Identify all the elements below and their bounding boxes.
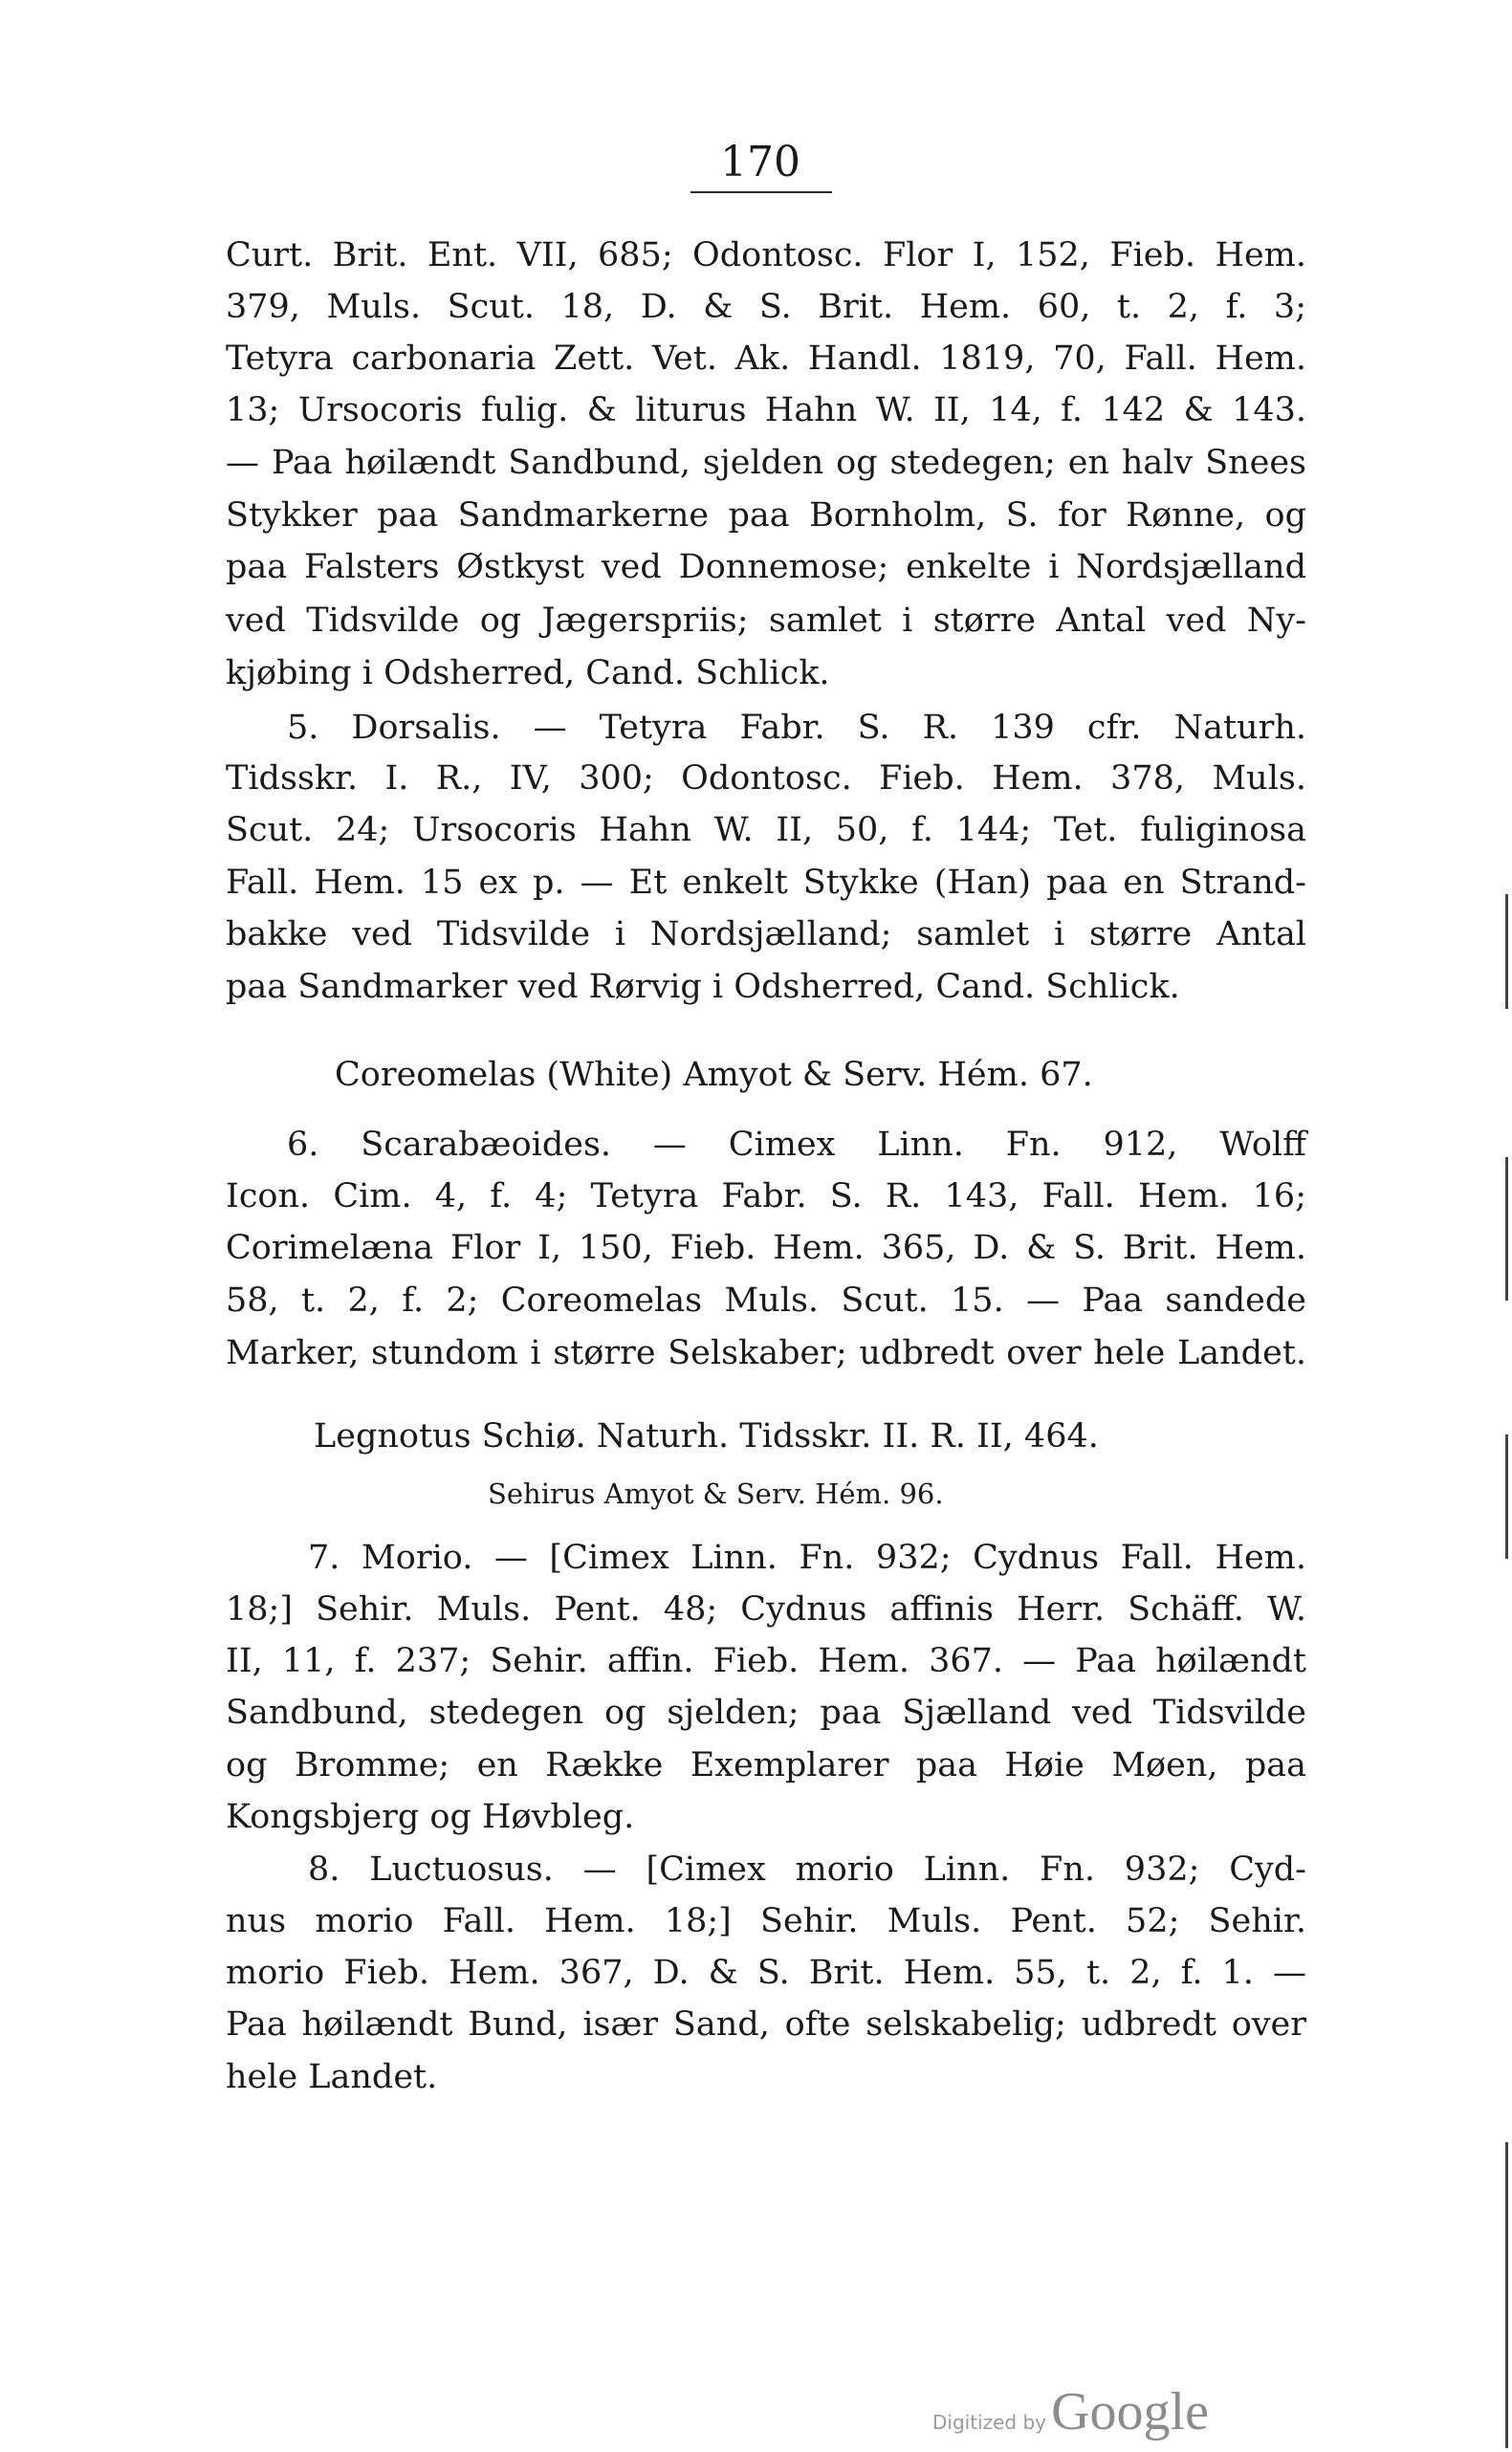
text-line: 13; Ursocoris fulig. & liturus Hahn W. II, 14, f. 142 & 143.: [226, 391, 1306, 429]
text-line: Kongsbjerg og Høvbleg.: [226, 1798, 635, 1836]
google-logo: Google: [1051, 2382, 1209, 2441]
margin-mark: [1505, 894, 1508, 1009]
page-number: 170: [720, 138, 800, 186]
text-line: Sandbund, stedegen og sjelden; paa Sjælland ved Tidsvilde: [226, 1694, 1306, 1732]
text-line: Tidsskr. I. R., IV, 300; Odontosc. Fieb. Hem. 378, Muls.: [226, 759, 1306, 798]
genus-heading: Coreomelas (White) Amyot & Serv. Hém. 67.: [335, 1056, 1093, 1094]
text-line: — Paa høilændt Sandbund, sjelden og stedegen; en halv Snees: [226, 444, 1306, 482]
text-line: Marker, stundom i større Selskaber; udbredt over hele Landet.: [226, 1334, 1306, 1372]
text-line: paa Falsters Østkyst ved Donnemose; enkelte i Nordsjælland: [226, 548, 1306, 586]
entry-8-line: 8. Luctuosus. — [Cimex morio Linn. Fn. 932; Cyd-: [308, 1850, 1306, 1889]
text-line: Stykker paa Sandmarkerne paa Bornholm, S. for Rønne, og: [226, 496, 1306, 535]
text-line: morio Fieb. Hem. 367, D. & S. Brit. Hem. 55, t. 2, f. 1. —: [226, 1954, 1306, 1992]
text-line: kjøbing i Odsherred, Cand. Schlick.: [226, 654, 830, 692]
text-line: Icon. Cim. 4, f. 4; Tetyra Fabr. S. R. 143, Fall. Hem. 16;: [226, 1177, 1306, 1215]
text-line: 58, t. 2, f. 2; Coreomelas Muls. Scut. 15. — Paa sandede: [226, 1281, 1306, 1320]
margin-mark: [1505, 2142, 1508, 2448]
text-line: paa Sandmarker ved Rørvig i Odsherred, Cand. Schlick.: [226, 968, 1180, 1006]
text-line: bakke ved Tidsvilde i Nordsjælland; samlet i større Antal: [226, 915, 1306, 953]
text-line: Scut. 24; Ursocoris Hahn W. II, 50, f. 144; Tet. fuliginosa: [226, 811, 1306, 849]
text-line: 379, Muls. Scut. 18, D. & S. Brit. Hem. 60, t. 2, f. 3;: [226, 288, 1306, 326]
text-line: Fall. Hem. 15 ex p. — Et enkelt Stykke (Han) paa en Strand-: [226, 864, 1306, 902]
text-line: og Bromme; en Række Exemplarer paa Høie Møen, paa: [226, 1746, 1306, 1784]
margin-mark: [1505, 1434, 1508, 1559]
page-number-rule: [690, 191, 832, 193]
subgenus-heading: Sehirus Amyot & Serv. Hém. 96.: [488, 1478, 944, 1510]
margin-mark: [1505, 1157, 1508, 1301]
text-line: II, 11, f. 237; Sehir. affin. Fieb. Hem. 367. — Paa høilændt: [226, 1642, 1306, 1680]
text-line: ved Tidsvilde og Jægerspriis; samlet i større Antal ved Ny-: [226, 602, 1306, 640]
text-line: Paa høilændt Bund, især Sand, ofte selskabelig; udbredt over: [226, 2005, 1306, 2044]
entry-6-line: 6. Scarabæoides. — Cimex Linn. Fn. 912, Wolff: [287, 1126, 1306, 1164]
text-line: hele Landet.: [226, 2058, 438, 2096]
digitized-by-google-watermark: [932, 2381, 1209, 2442]
text-line: Tetyra carbonaria Zett. Vet. Ak. Handl. 1819, 70, Fall. Hem.: [226, 339, 1306, 378]
digitized-label: Digitized by: [932, 2411, 1046, 2434]
text-line: 18;] Sehir. Muls. Pent. 48; Cydnus affinis Herr. Schäff. W.: [226, 1590, 1306, 1629]
text-line: Curt. Brit. Ent. VII, 685; Odontosc. Flor I, 152, Fieb. Hem.: [226, 236, 1306, 274]
text-line: nus morio Fall. Hem. 18;] Sehir. Muls. Pent. 52; Sehir.: [226, 1902, 1306, 1940]
entry-5-line: 5. Dorsalis. — Tetyra Fabr. S. R. 139 cfr. Naturh.: [287, 709, 1306, 747]
entry-7-line: 7. Morio. — [Cimex Linn. Fn. 932; Cydnus Fall. Hem.: [308, 1539, 1306, 1577]
genus-heading: Legnotus Schiø. Naturh. Tidsskr. II. R. II, 464.: [314, 1417, 1099, 1456]
text-line: Corimelæna Flor I, 150, Fieb. Hem. 365, D. & S. Brit. Hem.: [226, 1229, 1306, 1267]
